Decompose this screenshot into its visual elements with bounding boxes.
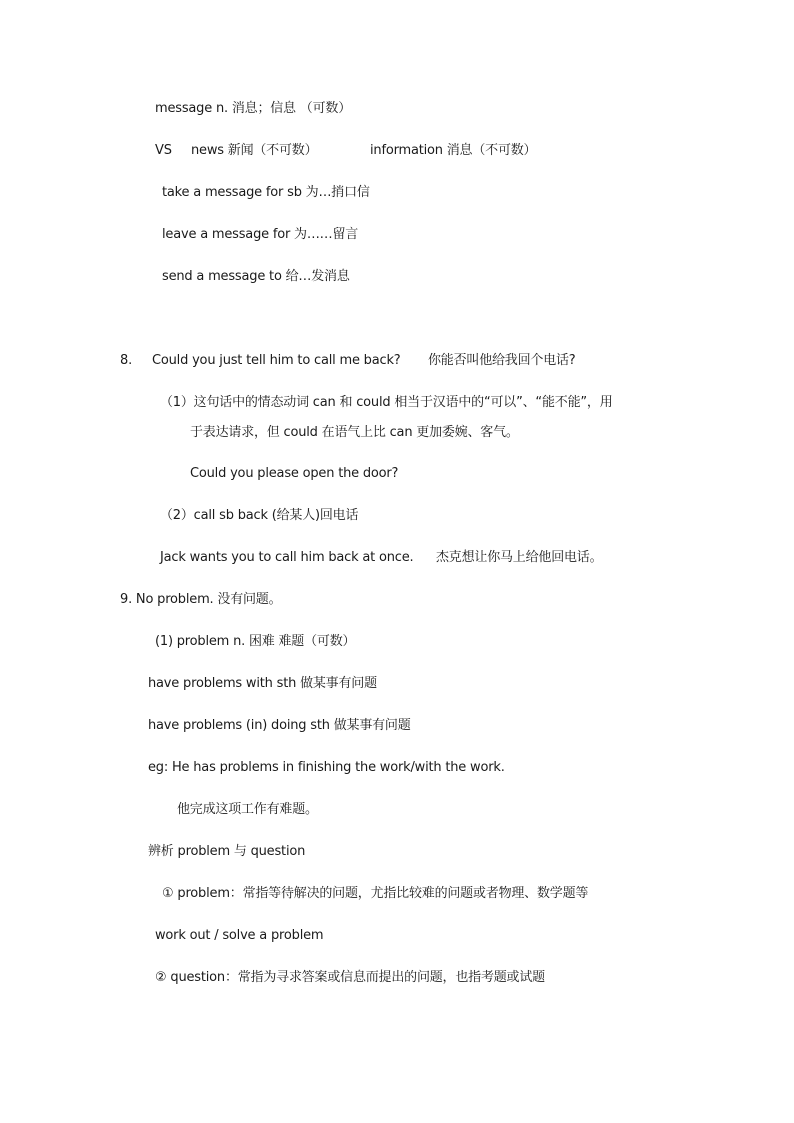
- phrase-take-message: [162, 184, 370, 202]
- text-problem-definition: (1) problem n. 困难 难题（可数）: [155, 634, 356, 649]
- text-note-1-a: （1）这句话中的情态动词 can 和 could 相当于汉语中的“可以”、“能不能”，用: [160, 395, 613, 410]
- comparison-problem: [162, 885, 588, 903]
- text-call-back: （2）call sb back (给某人)回电话: [160, 508, 359, 523]
- note-1-line-1: [160, 394, 613, 412]
- text-message-definition: message n. 消息；信息 （可数）: [155, 101, 351, 116]
- text-jack-sentence: Jack wants you to call him back at once.: [160, 550, 414, 565]
- text-information-definition: information 消息（不可数）: [370, 143, 537, 158]
- item-8-heading: [120, 352, 640, 370]
- phrase-solve-problem: [155, 927, 323, 945]
- text-note-1-b: 于表达请求，但 could 在语气上比 can 更加委婉、客气。: [190, 425, 519, 440]
- note-2-line: [160, 507, 358, 525]
- text-send-message: send a message to 给…发消息: [162, 269, 350, 284]
- example-open-door: [190, 465, 398, 483]
- text-have-problems-with: have problems with sth 做某事有问题: [148, 676, 377, 691]
- text-jack-translation: 杰克想让你马上给他回电话。: [436, 550, 603, 565]
- item-8-number: 8.: [120, 353, 133, 368]
- example-he-has-problems: [148, 759, 505, 777]
- text-he-has-problems: eg: He has problems in finishing the work/with the work.: [148, 760, 505, 775]
- phrase-send-message: [162, 268, 350, 286]
- item-9-heading: [120, 591, 281, 609]
- text-open-door: Could you please open the door?: [190, 466, 399, 481]
- comparison-question: [155, 969, 545, 987]
- text-no-problem: 9. No problem. 没有问题。: [120, 592, 282, 607]
- text-vs: VS: [155, 143, 172, 158]
- text-take-message: take a message for sb 为…捎口信: [162, 185, 370, 200]
- vocab-message-line: [155, 100, 351, 118]
- example-translation: [177, 801, 318, 819]
- text-leave-message: leave a message for 为……留言: [162, 227, 359, 242]
- item-8-translation: 你能否叫他给我回个电话?: [428, 353, 576, 368]
- text-comparison-problem: ① problem：常指等待解决的问题，尤指比较难的问题或者物理、数学题等: [162, 886, 589, 901]
- phrase-have-problems-with: [148, 675, 377, 693]
- text-comparison-heading: 辨析 problem 与 question: [148, 844, 306, 859]
- vocab-vs-line: [155, 142, 575, 160]
- comparison-heading: [148, 843, 305, 861]
- text-solve-problem: work out / solve a problem: [155, 928, 324, 943]
- note-1-line-2: [190, 424, 519, 442]
- text-example-translation: 他完成这项工作有难题。: [177, 802, 318, 817]
- phrase-have-problems-doing: [148, 717, 411, 735]
- text-news-definition: news 新闻（不可数）: [191, 143, 318, 158]
- text-comparison-question: ② question：常指为寻求答案或信息而提出的问题，也指考题或试题: [155, 970, 545, 985]
- text-have-problems-doing: have problems (in) doing sth 做某事有问题: [148, 718, 411, 733]
- note-problem-definition: [155, 633, 355, 651]
- item-8-sentence: Could you just tell him to call me back?: [152, 353, 401, 368]
- phrase-leave-message: [162, 226, 358, 244]
- example-jack-line: [160, 549, 620, 567]
